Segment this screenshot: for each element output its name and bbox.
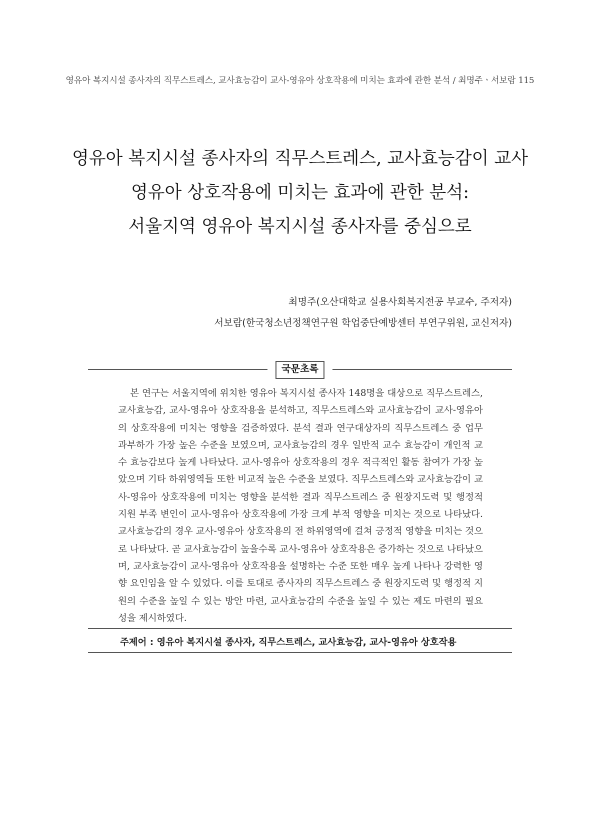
title-line-3: 서울지역 영유아 복지시설 종사자를 중심으로: [128, 217, 472, 237]
abstract-label: [267, 361, 332, 379]
keywords: 주제어 : 영유아 복지시설 종사자, 직무스트레스, 교사효능감, 교사-영유아 상호작용: [120, 637, 457, 648]
keywords-bottom-rule: [88, 652, 512, 653]
author-2: 서보람(한국청소년정책연구원 학업중단예방센터 부연구위원, 교신저자): [214, 318, 512, 329]
author-1: 최명주(오산대학교 실용사회복지전공 부교수, 주저자): [288, 297, 512, 308]
abstract-text: 본 연구는 서울지역에 위치한 영유아 복지시설 종사자 148명을 대상으로 직무스트레스, 교사효능감, 교사-영유아 상호작용을 분석하고, 직무스트레스와 교사효능감이 교사-영유아의 상호작용에 미치는 영향을 검증하였다. 분석 결과 연구대상자의 직무스트레스 중 업무 과부하가 가장 높은 수준을 보였으며, 교사효능감의 경우 일반적 교수 효능감이 개인적 교수 효능감보다 높게 나타났다. 교사-영유아 상호작용의 경우 적극적인 활동 참여가 가장 높았으며 기타 하위영역들 또한 비교적 높은 수준을 보였다. 직무스트레스와 교사효능감이 교사-영유아 상호작용에 미치는 영향을 분석한 결과 직무스트레스 중 원장지도력 및 행정적 지원 부족 변인이 교사-영유아 상호작용에 가장 크게 부적 영향을 미치는 것으로 나타났다. 교사효능감의 경우 교사-영유아 상호작용의 전 하위영역에 걸쳐 긍정적 영향을 미치는 것으로 나타났다. 곧 교사효능감이 높을수록 교사-영유아 상호작용은 증가하는 것으로 나타났으며, 교사효능감이 교사-영유아 상호작용을 설명하는 수준 또한 매우 높게 나타나 강력한 영향 요인임을 알 수 있었다. 이를 토대로 종사자의 직무스트레스 중 원장지도력 및 행정적 지원의 수준을 높일 수 있는 방안 마련, 교사효능감의 수준을 높일 수 있는 제도 마련의 필요성을 제시하였다.: [118, 388, 483, 624]
title-line-2: 영유아 상호작용에 미치는 효과에 관한 분석:: [131, 183, 469, 203]
abstract-label-text: 국문초록: [275, 361, 324, 379]
abstract-bottom-rule: [88, 628, 512, 629]
title-line-1: 영유아 복지시설 종사자의 직무스트레스, 교사효능감이 교사: [72, 149, 528, 169]
running-header: 영유아 복지시설 종사자의 직무스트레스, 교사효능감이 교사-영유아 상호작용에 미치는 효과에 관한 분석 / 최명주ㆍ서보람 115: [65, 76, 535, 86]
author-list: [214, 292, 512, 334]
paper-title: [0, 142, 600, 244]
